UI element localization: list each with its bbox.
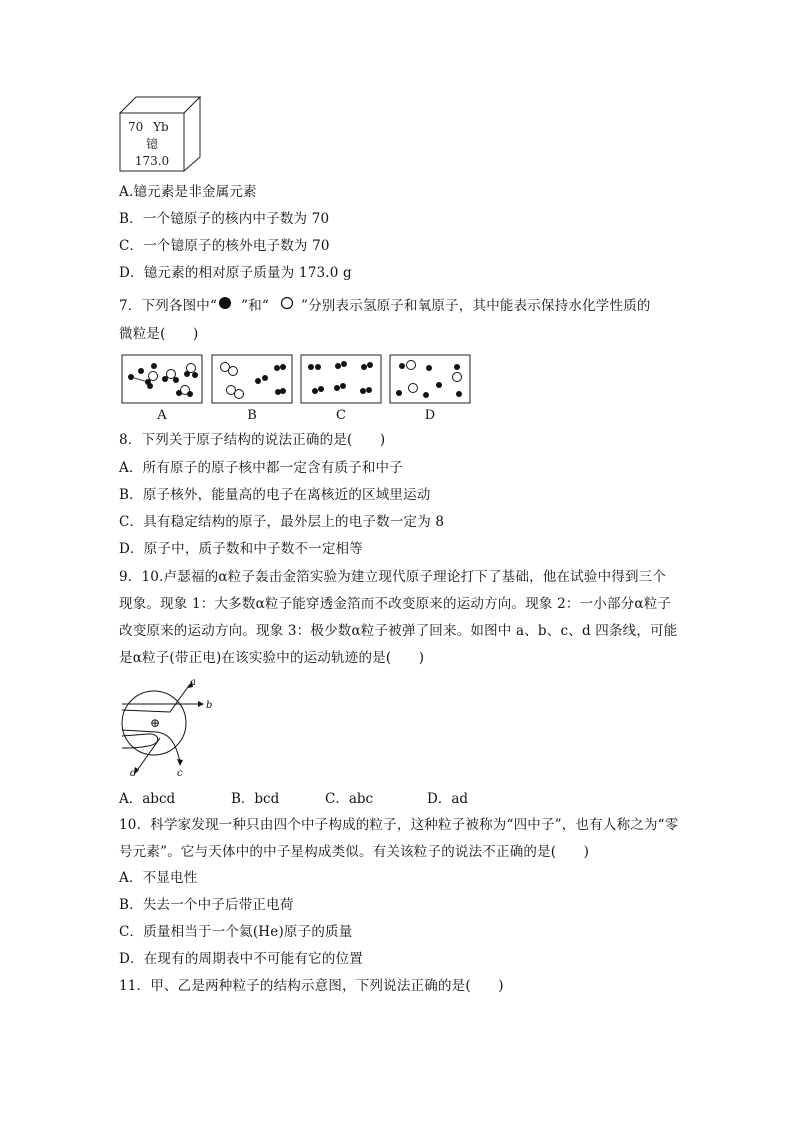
element-name: 镱 (145, 137, 159, 151)
q7-label-d: D (424, 408, 436, 423)
q9-stem-line4: 是α粒子(带正电)在该实验中的运动轨迹的是( ) (119, 650, 425, 666)
element-cell-figure (118, 95, 202, 173)
q10-stem-line1: 10．科学家发现一种只由四个中子构成的粒子，这种粒子被称为“四中子”，也有人称之为“零 (119, 817, 679, 833)
path-label-c: c (177, 768, 183, 779)
q6-option-a: A.镱元素是非金属元素 (119, 184, 257, 200)
q10-option-b: B．失去一个中子后带正电荷 (119, 897, 294, 913)
q6-option-b: B．一个镱原子的核内中子数为 70 (119, 211, 330, 227)
q7-box-c (300, 354, 382, 404)
q7-stem-line1: 7．下列各图中“ ”和“ ”分别表示氢原子和氧原子，其中能表示保持水化学性质的 (119, 298, 651, 314)
q9-stem-line3: 改变原来的运动方向。现象 3：极少数α粒子被弹了回来。如图中 a、b、c、d 四条线，可能 (119, 623, 678, 639)
q7-box-a (121, 354, 203, 404)
q6-option-c: C．一个镱原子的核外电子数为 70 (119, 238, 330, 254)
q9-option-a: A．abcd (119, 791, 176, 807)
q10-option-a: A．不显电性 (119, 870, 198, 886)
q10-stem-line2: 号元素”。它与天体中的中子星构成类似。有关该粒子的说法不正确的是( ) (119, 844, 590, 860)
q7-stem-line2: 微粒是( ) (119, 326, 199, 342)
q7-label-b: B (247, 408, 257, 423)
q8-option-c: C．具有稳定结构的原子，最外层上的电子数一定为 8 (119, 514, 445, 530)
hydrogen-atom-icon (217, 297, 233, 311)
path-label-d: d (130, 768, 137, 779)
q11-stem: 11．甲、乙是两种粒子的结构示意图，下列说法正确的是( ) (119, 978, 504, 994)
q6-option-d: D．镱元素的相对原子质量为 173.0 g (119, 265, 352, 281)
rutherford-scattering-figure (118, 676, 218, 780)
path-label-a: a (190, 677, 196, 688)
q10-option-c: C．质量相当于一个氦(He)原子的质量 (119, 924, 353, 940)
q10-option-d: D．在现有的周期表中不可能有它的位置 (119, 951, 363, 967)
q9-stem-line1: 9．10.卢瑟福的α粒子轰击金箔实验为建立现代原子理论打下了基础，他在试验中得到三个 (119, 569, 667, 585)
q9-stem-line2: 现象。现象 1：大多数α粒子能穿透金箔而不改变原来的运动方向。现象 2：一小部分α粒子 (119, 596, 672, 612)
q8-stem: 8．下列关于原子结构的说法正确的是( ) (119, 432, 386, 448)
q7-label-c: C (336, 408, 346, 423)
q8-option-d: D．原子中，质子数和中子数不一定相等 (119, 541, 363, 557)
q7-box-b (211, 354, 293, 404)
q7-label-a: A (157, 408, 167, 423)
oxygen-atom-icon (279, 297, 295, 311)
path-label-b: b (206, 700, 213, 711)
element-number-symbol: 70 Yb (128, 120, 169, 134)
element-mass: 173.0 (134, 154, 170, 168)
q9-option-d: D．ad (427, 791, 469, 807)
q7-box-d (389, 354, 471, 404)
q9-option-b: B．bcd (231, 791, 280, 807)
q8-option-b: B．原子核外，能量高的电子在离核近的区域里运动 (119, 487, 431, 503)
q8-option-a: A．所有原子的原子核中都一定含有质子和中子 (119, 460, 403, 476)
nucleus-symbol: ⊕ (149, 716, 161, 730)
q9-option-c: C．abc (325, 791, 374, 807)
